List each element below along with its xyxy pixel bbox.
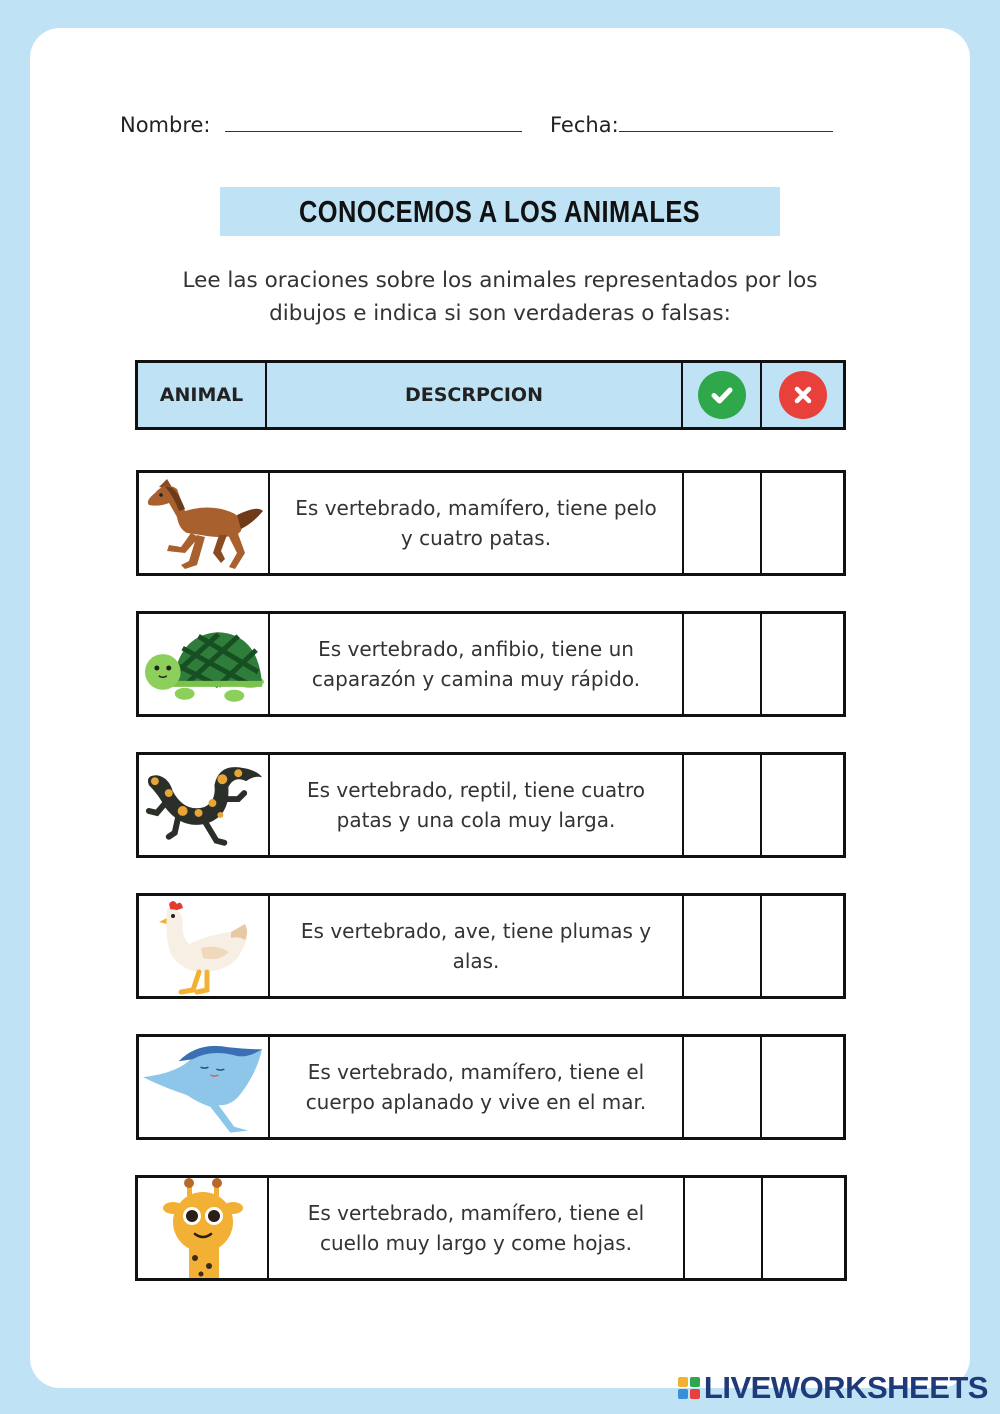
true-answer-box[interactable]: [684, 896, 762, 996]
table-row: [136, 611, 846, 717]
description-cell: Es vertebrado, anfibio, tiene un caparazón y camina muy rápido.: [270, 614, 684, 714]
brand-footer: [678, 1370, 988, 1406]
description-cell: Es vertebrado, reptil, tiene cuatro patas y una cola muy larga.: [270, 755, 684, 855]
description-cell: Es vertebrado, mamífero, tiene el cuerpo aplanado y vive en el mar.: [270, 1037, 684, 1137]
column-header-false: [762, 363, 843, 427]
salamander-icon: [139, 755, 268, 855]
column-header-animal: ANIMAL: [138, 363, 267, 427]
manta-ray-icon: [139, 1037, 268, 1137]
true-answer-box[interactable]: [684, 1037, 762, 1137]
turtle-icon: [139, 614, 268, 714]
hen-icon: [141, 896, 267, 996]
check-icon: [698, 371, 746, 419]
animal-cell: [139, 896, 270, 996]
table-header: [135, 360, 846, 430]
animal-cell: [139, 755, 270, 855]
false-answer-box[interactable]: [763, 1178, 844, 1278]
animal-cell: [139, 1037, 270, 1137]
name-label: Nombre:: [120, 113, 211, 137]
column-header-description: DESCRPCION: [267, 363, 683, 427]
description-cell: Es vertebrado, mamífero, tiene el cuello muy largo y come hojas.: [269, 1178, 685, 1278]
true-answer-box[interactable]: [684, 614, 762, 714]
table-row: [135, 1175, 847, 1281]
true-answer-box[interactable]: [684, 755, 762, 855]
page-title: CONOCEMOS A LOS ANIMALES: [299, 193, 701, 229]
table-row: [136, 893, 846, 999]
date-field: [550, 112, 833, 137]
date-input-line[interactable]: [619, 112, 833, 132]
name-field: [120, 112, 522, 137]
instructions-text: Lee las oraciones sobre los animales representados por los dibujos e indica si son verdaderas o falsas:: [182, 268, 818, 326]
false-answer-box[interactable]: [762, 473, 843, 573]
table-row: [136, 1034, 846, 1140]
description-cell: Es vertebrado, mamífero, tiene pelo y cuatro patas.: [270, 473, 684, 573]
title-banner: [220, 187, 780, 236]
animal-cell: [139, 473, 270, 573]
false-answer-box[interactable]: [762, 614, 843, 714]
true-answer-box[interactable]: [685, 1178, 763, 1278]
brand-name: LIVEWORKSHEETS: [703, 1370, 988, 1405]
giraffe-icon: [153, 1178, 253, 1278]
false-answer-box[interactable]: [762, 896, 843, 996]
false-answer-box[interactable]: [762, 755, 843, 855]
animal-cell: [139, 614, 270, 714]
table-row: [136, 470, 846, 576]
horse-icon: [141, 473, 267, 573]
description-cell: Es vertebrado, ave, tiene plumas y alas.: [270, 896, 684, 996]
true-answer-box[interactable]: [684, 473, 762, 573]
x-icon: [779, 371, 827, 419]
date-label: Fecha:: [550, 113, 619, 137]
false-answer-box[interactable]: [762, 1037, 843, 1137]
liveworksheets-logo-icon: [678, 1377, 700, 1399]
animal-cell: [138, 1178, 269, 1278]
name-input-line[interactable]: [225, 112, 522, 132]
column-header-true: [683, 363, 762, 427]
table-row: [136, 752, 846, 858]
